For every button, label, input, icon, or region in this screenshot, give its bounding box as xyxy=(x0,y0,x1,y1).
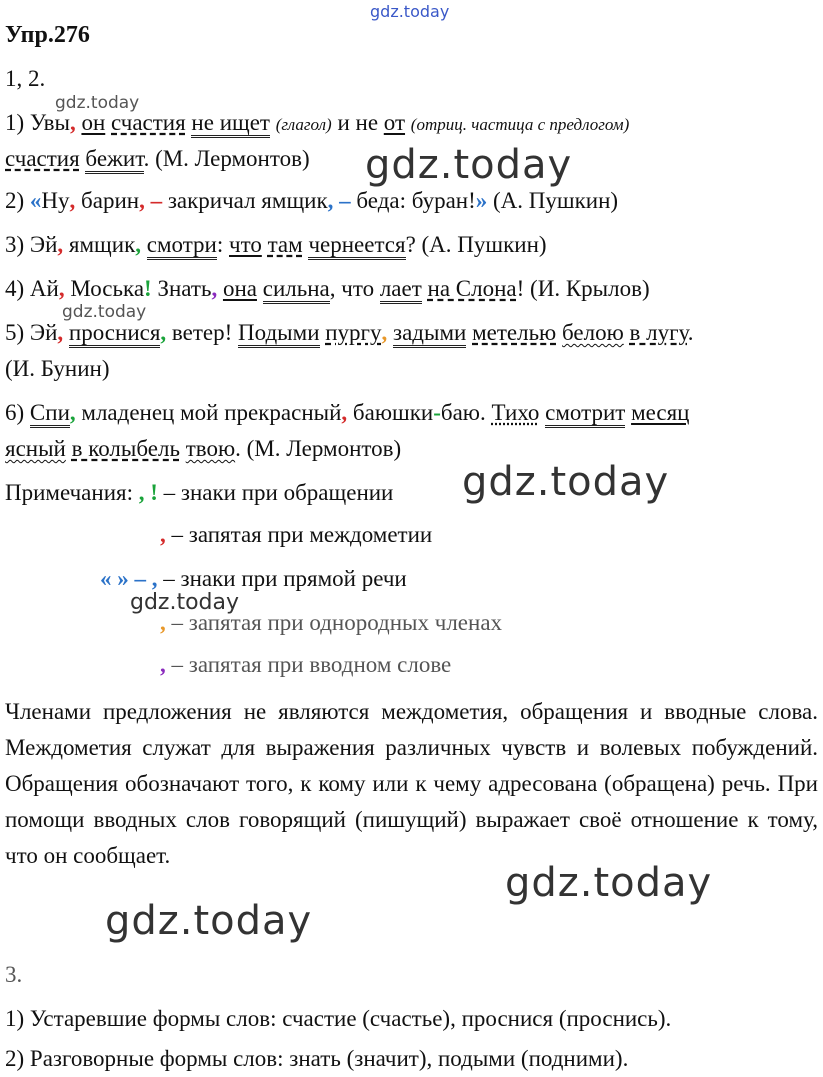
notes-line-1: Примечания: , ! – знаки при обращении xyxy=(5,480,394,505)
watermark-top: gdz.today xyxy=(370,2,450,21)
watermark-small-1: gdz.today xyxy=(55,93,140,113)
explanation-paragraph: Членами предложения не являются междометия, обращения и вводные слова. Междометия служат для выражения различных чувств и волевых побуждений. Обращения обозначают того, к кому или к чему адресована (обращена) речь. При помощи вводных слов говорящий (пишущий) выражает своё отношение к тому, что он сообщает. xyxy=(5,699,818,868)
notes-line-3: « » – , – знаки при прямой речи xyxy=(100,566,407,591)
part-3-heading: 3. xyxy=(5,962,23,987)
watermark-small-2: gdz.today xyxy=(62,302,147,322)
part-3-item-2: 2) Разговорные формы слов: знать (значит), подыми (подними). xyxy=(5,1046,629,1071)
part-1-2-heading: 1, 2. xyxy=(5,66,46,91)
watermark-large-2: gdz.today xyxy=(462,459,670,505)
notes-line-4: , – запятая при однородных членах xyxy=(160,610,503,635)
watermark-large-3: gdz.today xyxy=(505,860,713,906)
part-3-item-1: 1) Устаревшие формы слов: счастие (счастье), проснися (проснись). xyxy=(5,1006,672,1031)
sentence-4: 4) Ай, Моська! Знать, она сильна, что лает на Слона! (И. Крылов) xyxy=(5,274,650,304)
exercise-title: Упр.276 xyxy=(5,22,90,48)
sentence-5: 5) Эй, проснися, ветер! Подыми пургу, задыми метелью белою в лугу. xyxy=(5,318,694,348)
watermark-large-4: gdz.today xyxy=(105,898,313,944)
sentence-3: 3) Эй, ямщик, смотри: что там чернеется? (А. Пушкин) xyxy=(5,230,547,260)
sentence-1-cont: счастия бежит. (М. Лермонтов) xyxy=(5,144,310,174)
sentence-6: 6) Спи, младенец мой прекрасный, баюшки-баю. Тихо смотрит месяц xyxy=(5,398,690,428)
watermark-large-1: gdz.today xyxy=(365,142,573,188)
sentence-1: 1) Увы, он счастия не ищет (глагол) и не от (отриц. частица с предлогом) xyxy=(5,108,629,140)
notes-line-2: , – запятая при междометии xyxy=(160,522,433,547)
watermark-small-3: gdz.today xyxy=(130,590,240,615)
sentence-5-cont: (И. Бунин) xyxy=(5,356,110,381)
sentence-6-cont: ясный в колыбель твою. (М. Лермонтов) xyxy=(5,436,402,461)
notes-line-5: , – запятая при вводном слове xyxy=(160,652,452,677)
sentence-2: 2) «Ну, барин, – закричал ямщик, – беда: буран!» (А. Пушкин) xyxy=(5,188,619,213)
